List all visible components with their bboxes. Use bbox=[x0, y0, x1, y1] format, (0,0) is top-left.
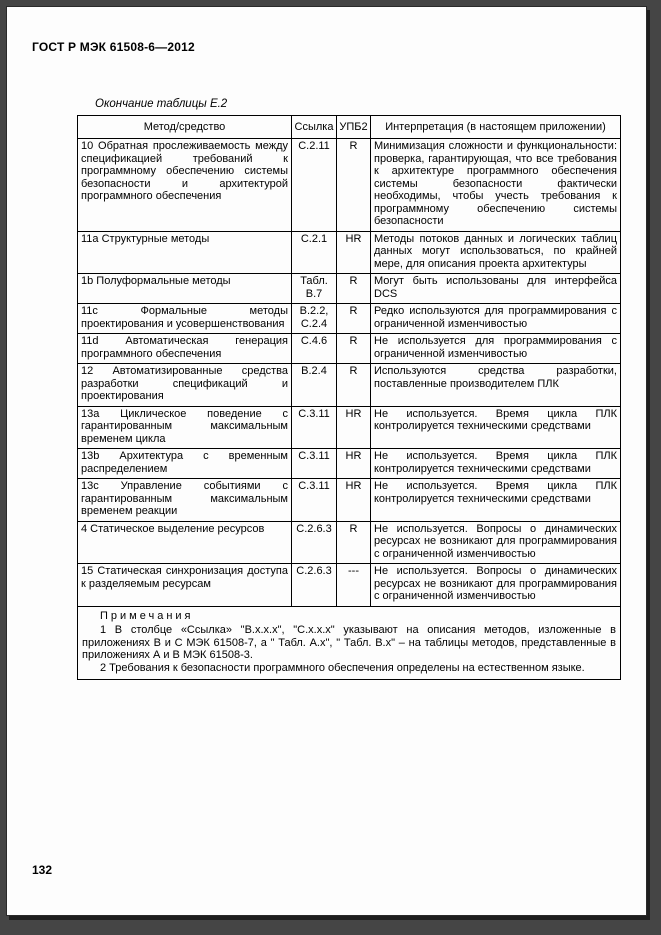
table-row bbox=[78, 564, 621, 607]
sil-cell: R bbox=[337, 304, 371, 334]
sil-cell: R bbox=[337, 334, 371, 364]
table-row bbox=[78, 406, 621, 449]
interp-cell: Не используется. Время цикла ПЛК контролируется техническими средствами bbox=[371, 479, 621, 522]
method-cell: 11d Автоматическая генерация программного обеспечения bbox=[78, 334, 292, 364]
method-cell: 13а Циклическое поведение с гарантированным максимальным временем цикла bbox=[78, 406, 292, 449]
table-row bbox=[78, 334, 621, 364]
ref-cell: С.2.6.3 bbox=[292, 564, 337, 607]
col-header-method: Метод/средство bbox=[78, 116, 292, 139]
method-cell: 12 Автоматизированные средства разработки спецификаций и проектирования bbox=[78, 364, 292, 407]
ref-cell: С.2.6.3 bbox=[292, 521, 337, 564]
table-header-row bbox=[78, 116, 621, 139]
table-row bbox=[78, 139, 621, 232]
page-number: 132 bbox=[32, 863, 53, 877]
note-2: 2 Требования к безопасности программного обеспечения определены на естественном языке. bbox=[100, 661, 585, 674]
ref-cell: В.2.4 bbox=[292, 364, 337, 407]
method-cell: 13b Архитектура с временным распределением bbox=[78, 449, 292, 479]
sil-cell: HR bbox=[337, 479, 371, 522]
ref-cell: С.3.11 bbox=[292, 449, 337, 479]
method-cell: 13с Управление событиями с гарантированным максимальным временем реакции bbox=[78, 479, 292, 522]
table-caption: Окончание таблицы Е.2 bbox=[95, 98, 228, 110]
method-cell: 11с Формальные методы проектирования и усовершенствования bbox=[78, 304, 292, 334]
sil-cell: HR bbox=[337, 449, 371, 479]
interp-cell: Не используется. Время цикла ПЛК контролируется техническими средствами bbox=[371, 449, 621, 479]
ref-cell: Табл. В.7 bbox=[292, 274, 337, 304]
col-header-ref: Ссылка bbox=[292, 116, 337, 139]
interp-cell: Не используется. Время цикла ПЛК контролируется техническими средствами bbox=[371, 406, 621, 449]
note-1: 1 В столбце «Ссылка» "В.х.х.х", "С.х.х.х" указывают на описания методов, изложенные в приложениях В и С МЭК 61508-7, а " Табл. А.х", " Табл. В.х" – на таблицы методов, представленные в приложениях А и В МЭК 61508-3. bbox=[82, 624, 616, 661]
notes-cell bbox=[78, 606, 621, 680]
sil-cell: R bbox=[337, 274, 371, 304]
method-cell: 15 Статическая синхронизация доступа к разделяемым ресурсам bbox=[78, 564, 292, 607]
ref-cell: С.2.1 bbox=[292, 231, 337, 274]
interp-cell: Не используется для программирования с ограниченной изменчивостью bbox=[371, 334, 621, 364]
table-notes-row bbox=[78, 606, 621, 680]
methods-table bbox=[77, 115, 621, 680]
interp-cell: Методы потоков данных и логических таблиц данных могут использоваться, по крайней мере, для описания проекта архитектуры bbox=[371, 231, 621, 274]
table-row bbox=[78, 364, 621, 407]
method-cell: 10 Обратная прослеживаемость между спецификацией требований к программному обеспечению системы безопасности и архитектурой программного обеспечения bbox=[78, 139, 292, 232]
col-header-interp: Интерпретация (в настоящем приложении) bbox=[371, 116, 621, 139]
method-cell: 1b Полуформальные методы bbox=[78, 274, 292, 304]
sil-cell: HR bbox=[337, 406, 371, 449]
table-row bbox=[78, 274, 621, 304]
interp-cell: Не используется. Вопросы о динамических ресурсах не возникают для программирования с ограниченной изменчивостью bbox=[371, 564, 621, 607]
sil-cell: R bbox=[337, 521, 371, 564]
interp-cell: Минимизация сложности и функциональности: проверка, гарантирующая, что все требования к архитектуре программного обеспечения системы безопасности фактически необходимы, чтобы учесть требования к программному обеспечению системы безопасности bbox=[371, 139, 621, 232]
interp-cell: Не используется. Вопросы о динамических ресурсах не возникают для программирования с ограниченной изменчивостью bbox=[371, 521, 621, 564]
col-header-sil: УПБ2 bbox=[337, 116, 371, 139]
interp-cell: Могут быть использованы для интерфейса DCS bbox=[371, 274, 621, 304]
interp-cell: Редко используются для программирования с ограниченной изменчивостью bbox=[371, 304, 621, 334]
method-cell: 11а Структурные методы bbox=[78, 231, 292, 274]
sil-cell: R bbox=[337, 364, 371, 407]
table-row bbox=[78, 231, 621, 274]
table-row bbox=[78, 304, 621, 334]
ref-cell: С.3.11 bbox=[292, 479, 337, 522]
ref-cell: В.2.2, С.2.4 bbox=[292, 304, 337, 334]
ref-cell: С.3.11 bbox=[292, 406, 337, 449]
interp-cell: Используются средства разработки, поставленные производителем ПЛК bbox=[371, 364, 621, 407]
method-cell: 4 Статическое выделение ресурсов bbox=[78, 521, 292, 564]
document-title: ГОСТ Р МЭК 61508-6—2012 bbox=[32, 40, 195, 54]
ref-cell: С.4.6 bbox=[292, 334, 337, 364]
notes-title: Примечания bbox=[100, 609, 194, 622]
sil-cell: R bbox=[337, 139, 371, 232]
ref-cell: С.2.11 bbox=[292, 139, 337, 232]
table-row bbox=[78, 479, 621, 522]
table-row bbox=[78, 521, 621, 564]
table-row bbox=[78, 449, 621, 479]
sil-cell: --- bbox=[337, 564, 371, 607]
document-page bbox=[6, 6, 647, 916]
sil-cell: HR bbox=[337, 231, 371, 274]
